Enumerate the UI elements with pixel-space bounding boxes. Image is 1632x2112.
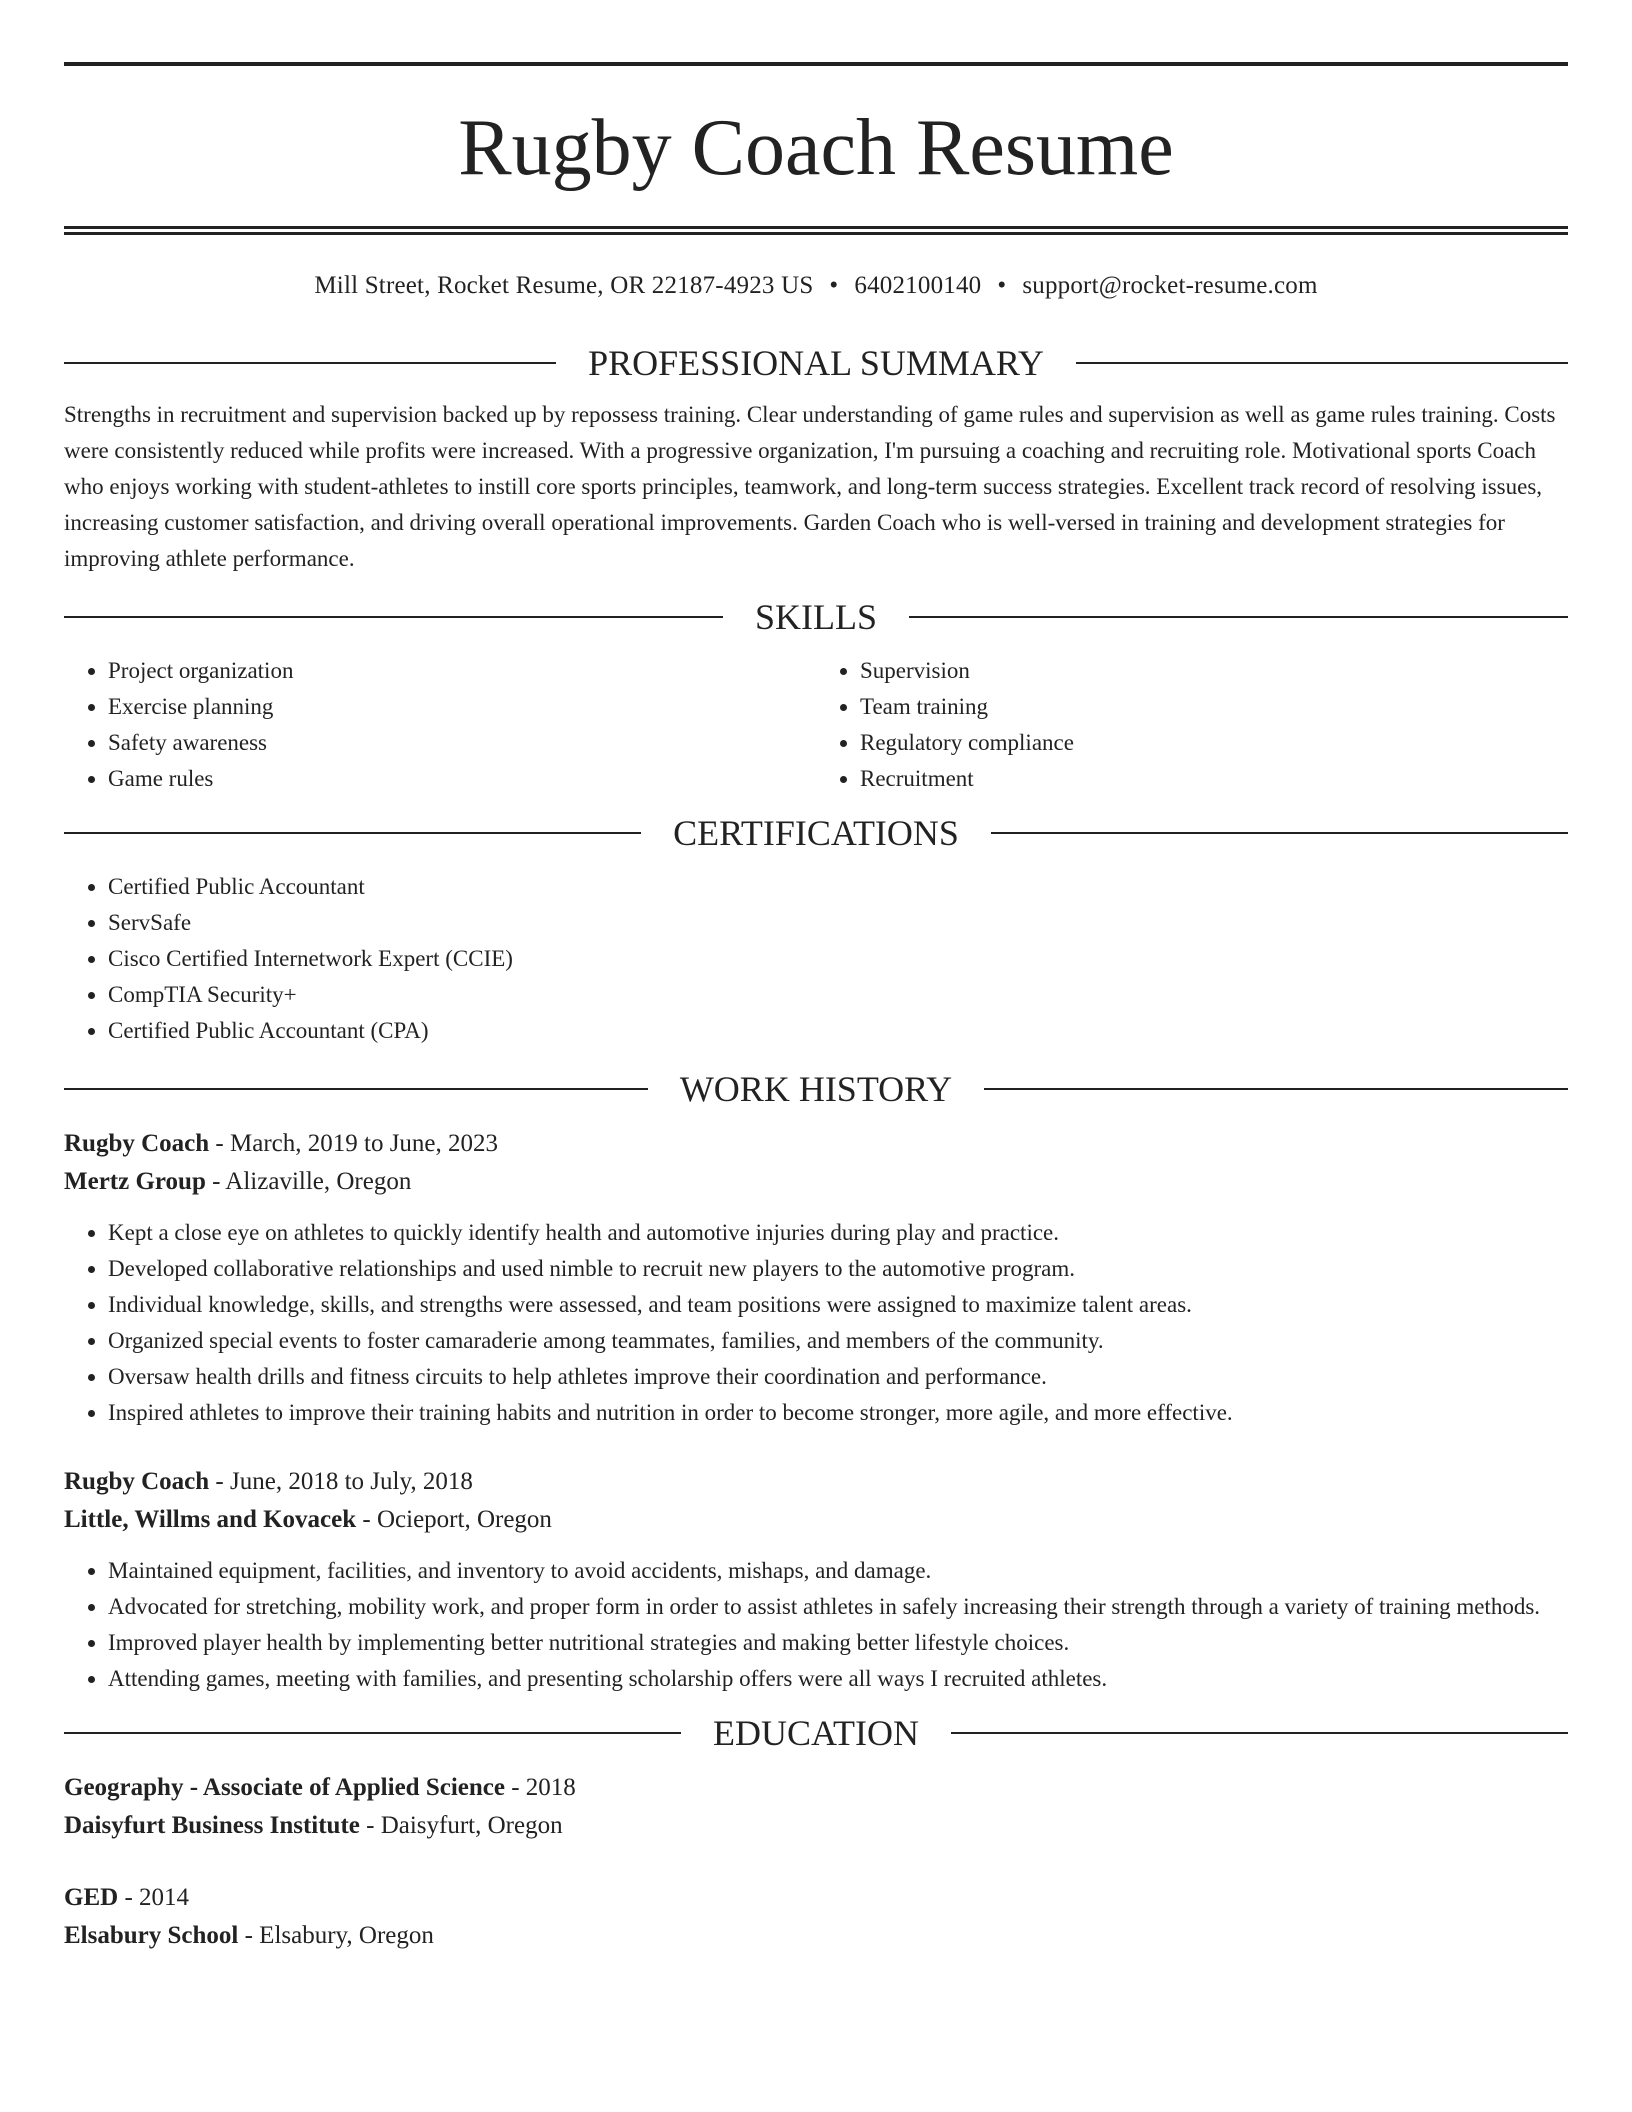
job-bullet: • Improved player health by implementing better nutritional strategies and making better lifestyle choices. <box>108 1625 1568 1661</box>
skills-column-right <box>816 653 1568 797</box>
education-degree-line <box>64 1879 1568 1917</box>
heading-rule-right <box>951 1732 1568 1734</box>
job-company-line <box>64 1163 1568 1201</box>
education-school-line <box>64 1807 1568 1845</box>
summary-text: Strengths in recruitment and supervision backed up by repossess training. Clear understanding of game rules and supervision as well as game rules training. Costs were consistently reduced while profits were increased. With a progressive organization, I'm pursuing a coaching and recruiting role. Motivational sports Coach who enjoys working with student-athletes to instill core sports principles, teamwork, and long-term success strategies. Excellent track record of resolving issues, increasing customer satisfaction, and driving overall operational improvements. Garden Coach who is well-versed in training and development strategies for improving athlete performance. <box>64 402 1556 571</box>
job-bullets <box>64 1553 1568 1697</box>
certification-item: • Cisco Certified Internetwork Expert (CCIE) <box>108 941 1568 977</box>
contact-separator: • <box>829 272 839 299</box>
education-degree-line <box>64 1769 1568 1807</box>
summary-heading-label: PROFESSIONAL SUMMARY <box>588 343 1044 383</box>
certification-item: • Certified Public Accountant (CPA) <box>108 1013 1568 1049</box>
heading-rule-right <box>1076 362 1568 364</box>
job-dates: - June, 2018 to July, 2018 <box>209 1468 473 1495</box>
job-title: Rugby Coach <box>64 1468 210 1495</box>
certifications-heading <box>64 811 1568 855</box>
heading-rule-left <box>64 362 556 364</box>
resume-page <box>64 62 1568 1955</box>
education-entry <box>64 1879 1568 1955</box>
education-heading-label: EDUCATION <box>713 1713 919 1753</box>
job-bullet: • Kept a close eye on athletes to quickly identify health and automotive injuries during play and practice. <box>108 1215 1568 1251</box>
contact-email: support@rocket-resume.com <box>1022 272 1318 299</box>
certification-item: • Certified Public Accountant <box>108 869 1568 905</box>
job-bullet: • Individual knowledge, skills, and strengths were assessed, and team positions were assigned to maximize talent areas. <box>108 1287 1568 1323</box>
job-entry <box>64 1125 1568 1431</box>
skill-item: • Supervision <box>860 653 1568 689</box>
certifications-heading-label: CERTIFICATIONS <box>673 813 959 853</box>
education-year: - 2014 <box>118 1884 190 1911</box>
job-company: Mertz Group <box>64 1168 206 1195</box>
heading-rule-left <box>64 1732 681 1734</box>
certifications-list <box>64 869 1568 1049</box>
job-title: Rugby Coach <box>64 1130 210 1157</box>
summary-heading <box>64 341 1568 385</box>
education-location: - Elsabury, Oregon <box>238 1922 434 1949</box>
top-rule <box>64 62 1568 66</box>
education-heading <box>64 1711 1568 1755</box>
job-bullet: • Attending games, meeting with families, and presenting scholarship offers were all ways I recruited athletes. <box>108 1661 1568 1697</box>
certification-item: • ServSafe <box>108 905 1568 941</box>
heading-rule-left <box>64 616 723 618</box>
heading-rule-left <box>64 832 641 834</box>
skills-heading <box>64 595 1568 639</box>
contact-address: Mill Street, Rocket Resume, OR 22187-4923 US <box>314 272 814 299</box>
education-year: - 2018 <box>504 1774 576 1801</box>
job-bullet: • Oversaw health drills and fitness circuits to help athletes improve their coordination and performance. <box>108 1359 1568 1395</box>
skill-item: • Exercise planning <box>108 689 816 725</box>
work-heading <box>64 1067 1568 1111</box>
skill-item: • Project organization <box>108 653 816 689</box>
skills-heading-label: SKILLS <box>755 597 878 637</box>
skill-item: • Team training <box>860 689 1568 725</box>
work-heading-label: WORK HISTORY <box>679 1069 953 1109</box>
skills-list <box>64 653 1568 797</box>
education-school-line <box>64 1917 1568 1955</box>
job-location: - Ocieport, Oregon <box>356 1506 552 1533</box>
job-dates: - March, 2019 to June, 2023 <box>209 1130 499 1157</box>
heading-rule-left <box>64 1088 648 1090</box>
skill-item: • Recruitment <box>860 761 1568 797</box>
education-location: - Daisyfurt, Oregon <box>359 1812 563 1839</box>
contact-separator: • <box>997 272 1007 299</box>
page-title: Rugby Coach Resume <box>458 104 1174 192</box>
job-location: - Alizaville, Oregon <box>205 1168 412 1195</box>
skill-item: • Regulatory compliance <box>860 725 1568 761</box>
job-bullets <box>64 1215 1568 1431</box>
job-entry <box>64 1463 1568 1697</box>
education-entry <box>64 1769 1568 1845</box>
skill-item: • Safety awareness <box>108 725 816 761</box>
heading-rule-right <box>909 616 1568 618</box>
job-bullet: • Advocated for stretching, mobility work, and proper form in order to assist athletes in safely increasing their strength through a variety of training methods. <box>108 1589 1568 1625</box>
certification-item: • CompTIA Security+ <box>108 977 1568 1013</box>
job-company: Little, Willms and Kovacek <box>64 1506 357 1533</box>
job-bullet: • Inspired athletes to improve their training habits and nutrition in order to become stronger, more agile, and more effective. <box>108 1395 1568 1431</box>
heading-rule-right <box>984 1088 1568 1090</box>
job-title-line <box>64 1463 1568 1501</box>
contact-phone: 6402100140 <box>854 272 982 299</box>
education-degree: GED <box>64 1884 119 1911</box>
contact-line <box>64 269 1568 303</box>
skills-column-left <box>64 653 816 797</box>
heading-rule-right <box>991 832 1568 834</box>
skill-item: • Game rules <box>108 761 816 797</box>
job-title-line <box>64 1125 1568 1163</box>
education-school: Elsabury School <box>64 1922 239 1949</box>
job-bullet: • Developed collaborative relationships and used nimble to recruit new players to the automotive program. <box>108 1251 1568 1287</box>
education-degree: Geography - Associate of Applied Science <box>64 1774 505 1801</box>
job-bullet: • Maintained equipment, facilities, and inventory to avoid accidents, mishaps, and damage. <box>108 1553 1568 1589</box>
title-double-rule <box>64 226 1568 235</box>
job-bullet: • Organized special events to foster camaraderie among teammates, families, and members of the community. <box>108 1323 1568 1359</box>
education-school: Daisyfurt Business Institute <box>64 1812 360 1839</box>
job-company-line <box>64 1501 1568 1539</box>
